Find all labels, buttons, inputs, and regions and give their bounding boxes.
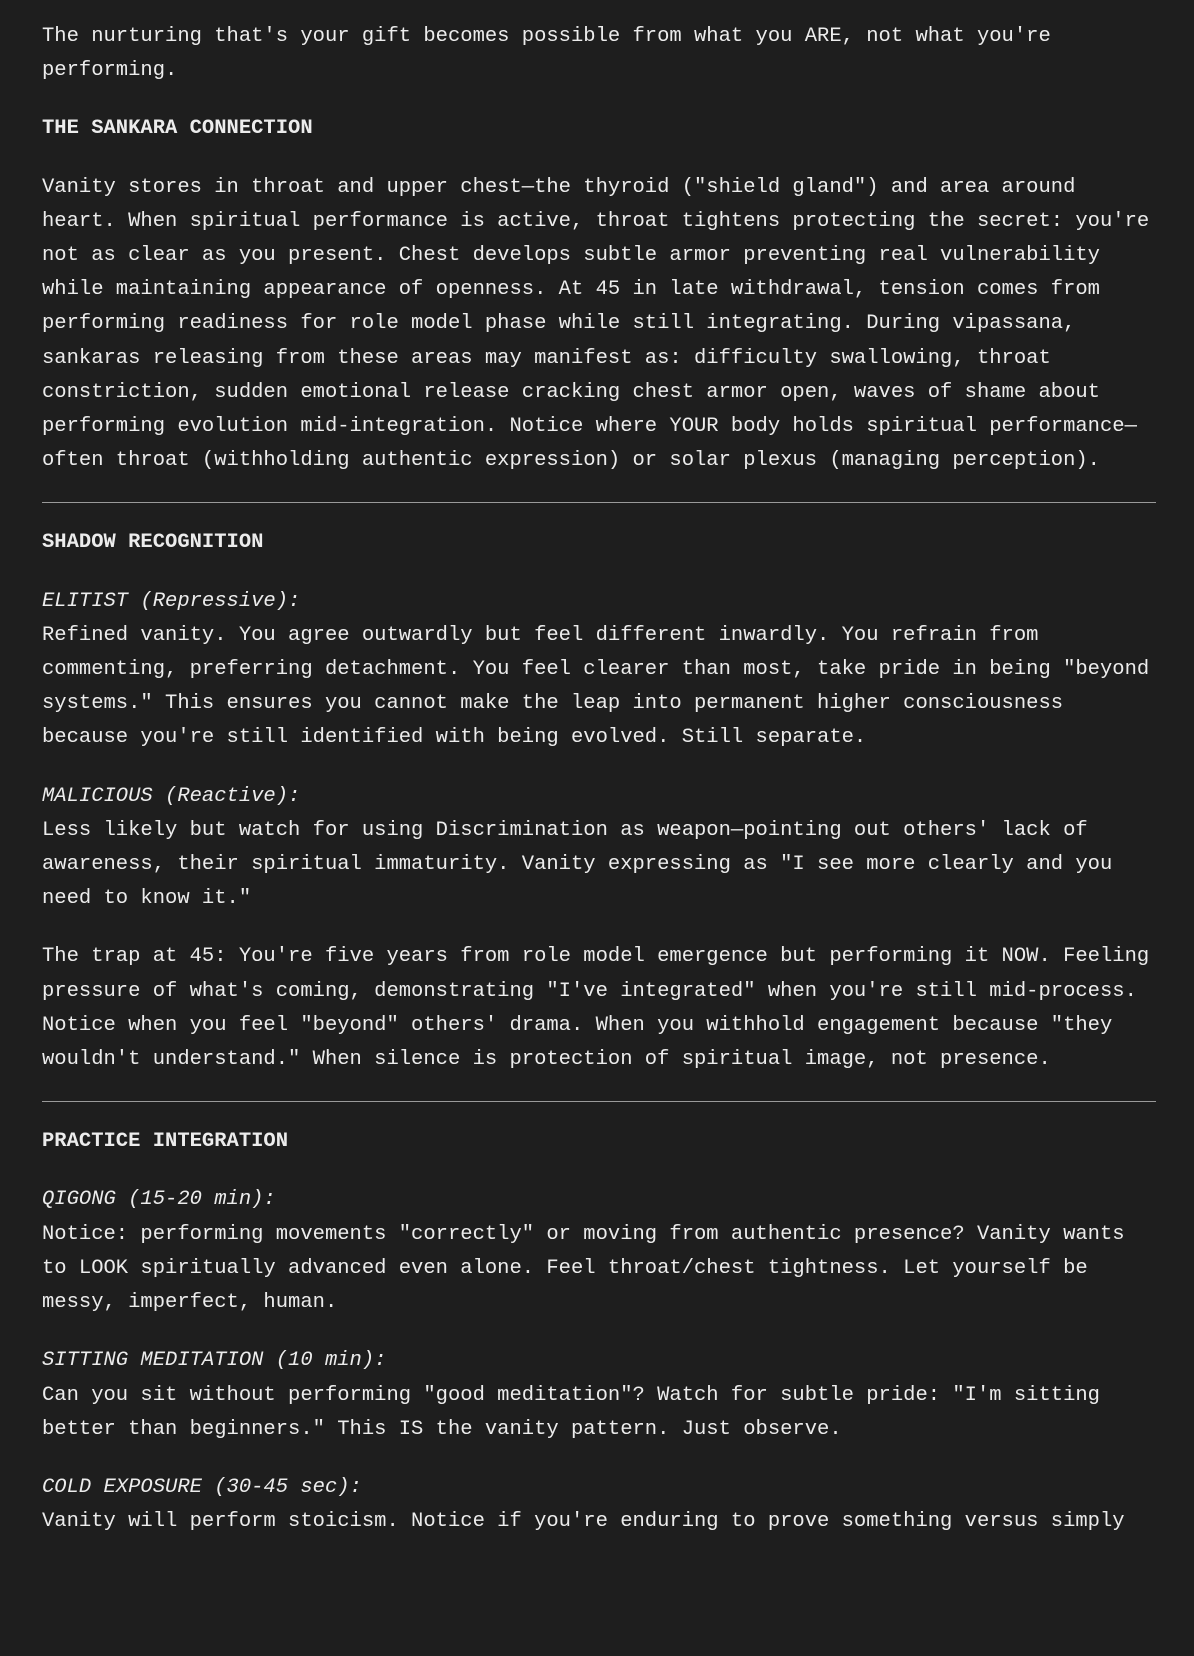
- section-divider: [42, 502, 1156, 503]
- cold-block: [42, 1471, 1156, 1539]
- qigong-block: [42, 1183, 1156, 1320]
- shadow-heading: SHADOW RECOGNITION: [42, 531, 264, 555]
- cold-text: Vanity will perform stoicism. Notice if you're enduring to prove something versus simply: [42, 1510, 1125, 1534]
- elitist-label: ELITIST (Repressive):: [42, 589, 301, 613]
- intro-paragraph: The nurturing that's your gift becomes possible from what you ARE, not what you're performing.: [42, 25, 1051, 83]
- cold-label: COLD EXPOSURE (30-45 sec):: [42, 1475, 362, 1499]
- sitting-text: Can you sit without performing "good meditation"? Watch for subtle pride: "I'm sitting better than beginners." This IS the vanity pattern. Just observe.: [42, 1383, 1100, 1441]
- sankara-heading: THE SANKARA CONNECTION: [42, 117, 313, 141]
- elitist-text: Refined vanity. You agree outwardly but feel different inwardly. You refrain from commenting, preferring detachment. You feel clearer than most, take pride in being "beyond systems." This ensures you cannot make the leap into permanent higher consciousness because you're still identified with being evolved. Still separate.: [42, 623, 1150, 750]
- malicious-block: [42, 780, 1156, 917]
- sitting-block: [42, 1344, 1156, 1447]
- malicious-text: Less likely but watch for using Discrimination as weapon—pointing out others' lack of awareness, their spiritual immaturity. Vanity expressing as "I see more clearly and you need to know it.": [42, 818, 1113, 911]
- sankara-paragraph: Vanity stores in throat and upper chest—the thyroid ("shield gland") and area around heart. When spiritual performance is active, throat tightens protecting the secret: you're not as clear as you present. Chest develops subtle armor preventing real vulnerability while maintaining appearance of openness. At 45 in late withdrawal, tension comes from performing readiness for role model phase while still integrating. During vipassana, sankaras releasing from these areas may manifest as: difficulty swallowing, throat constriction, sudden emotional release cracking chest armor open, waves of shame about performing evolution mid-integration. Notice where YOUR body holds spiritual performance—often throat (withholding authentic expression) or solar plexus (managing perception).: [42, 175, 1150, 473]
- trap-paragraph: The trap at 45: You're five years from role model emergence but performing it NOW. Feeling pressure of what's coming, demonstrating "I've integrated" when you're still mid-process. Notice when you feel "beyond" others' drama. When you withhold engagement because "they wouldn't understand." When silence is protection of spiritual image, not presence.: [42, 945, 1150, 1072]
- section-divider: [42, 1101, 1156, 1102]
- practice-heading: PRACTICE INTEGRATION: [42, 1130, 289, 1154]
- elitist-block: [42, 585, 1156, 756]
- malicious-label: MALICIOUS (Reactive):: [42, 784, 301, 808]
- sitting-label: SITTING MEDITATION (10 min):: [42, 1349, 387, 1373]
- qigong-label: QIGONG (15-20 min):: [42, 1188, 276, 1212]
- qigong-text: Notice: performing movements "correctly" or moving from authentic presence? Vanity wants to LOOK spiritually advanced even alone. Feel throat/chest tightness. Let yourself be messy, imperfect, human.: [42, 1222, 1125, 1315]
